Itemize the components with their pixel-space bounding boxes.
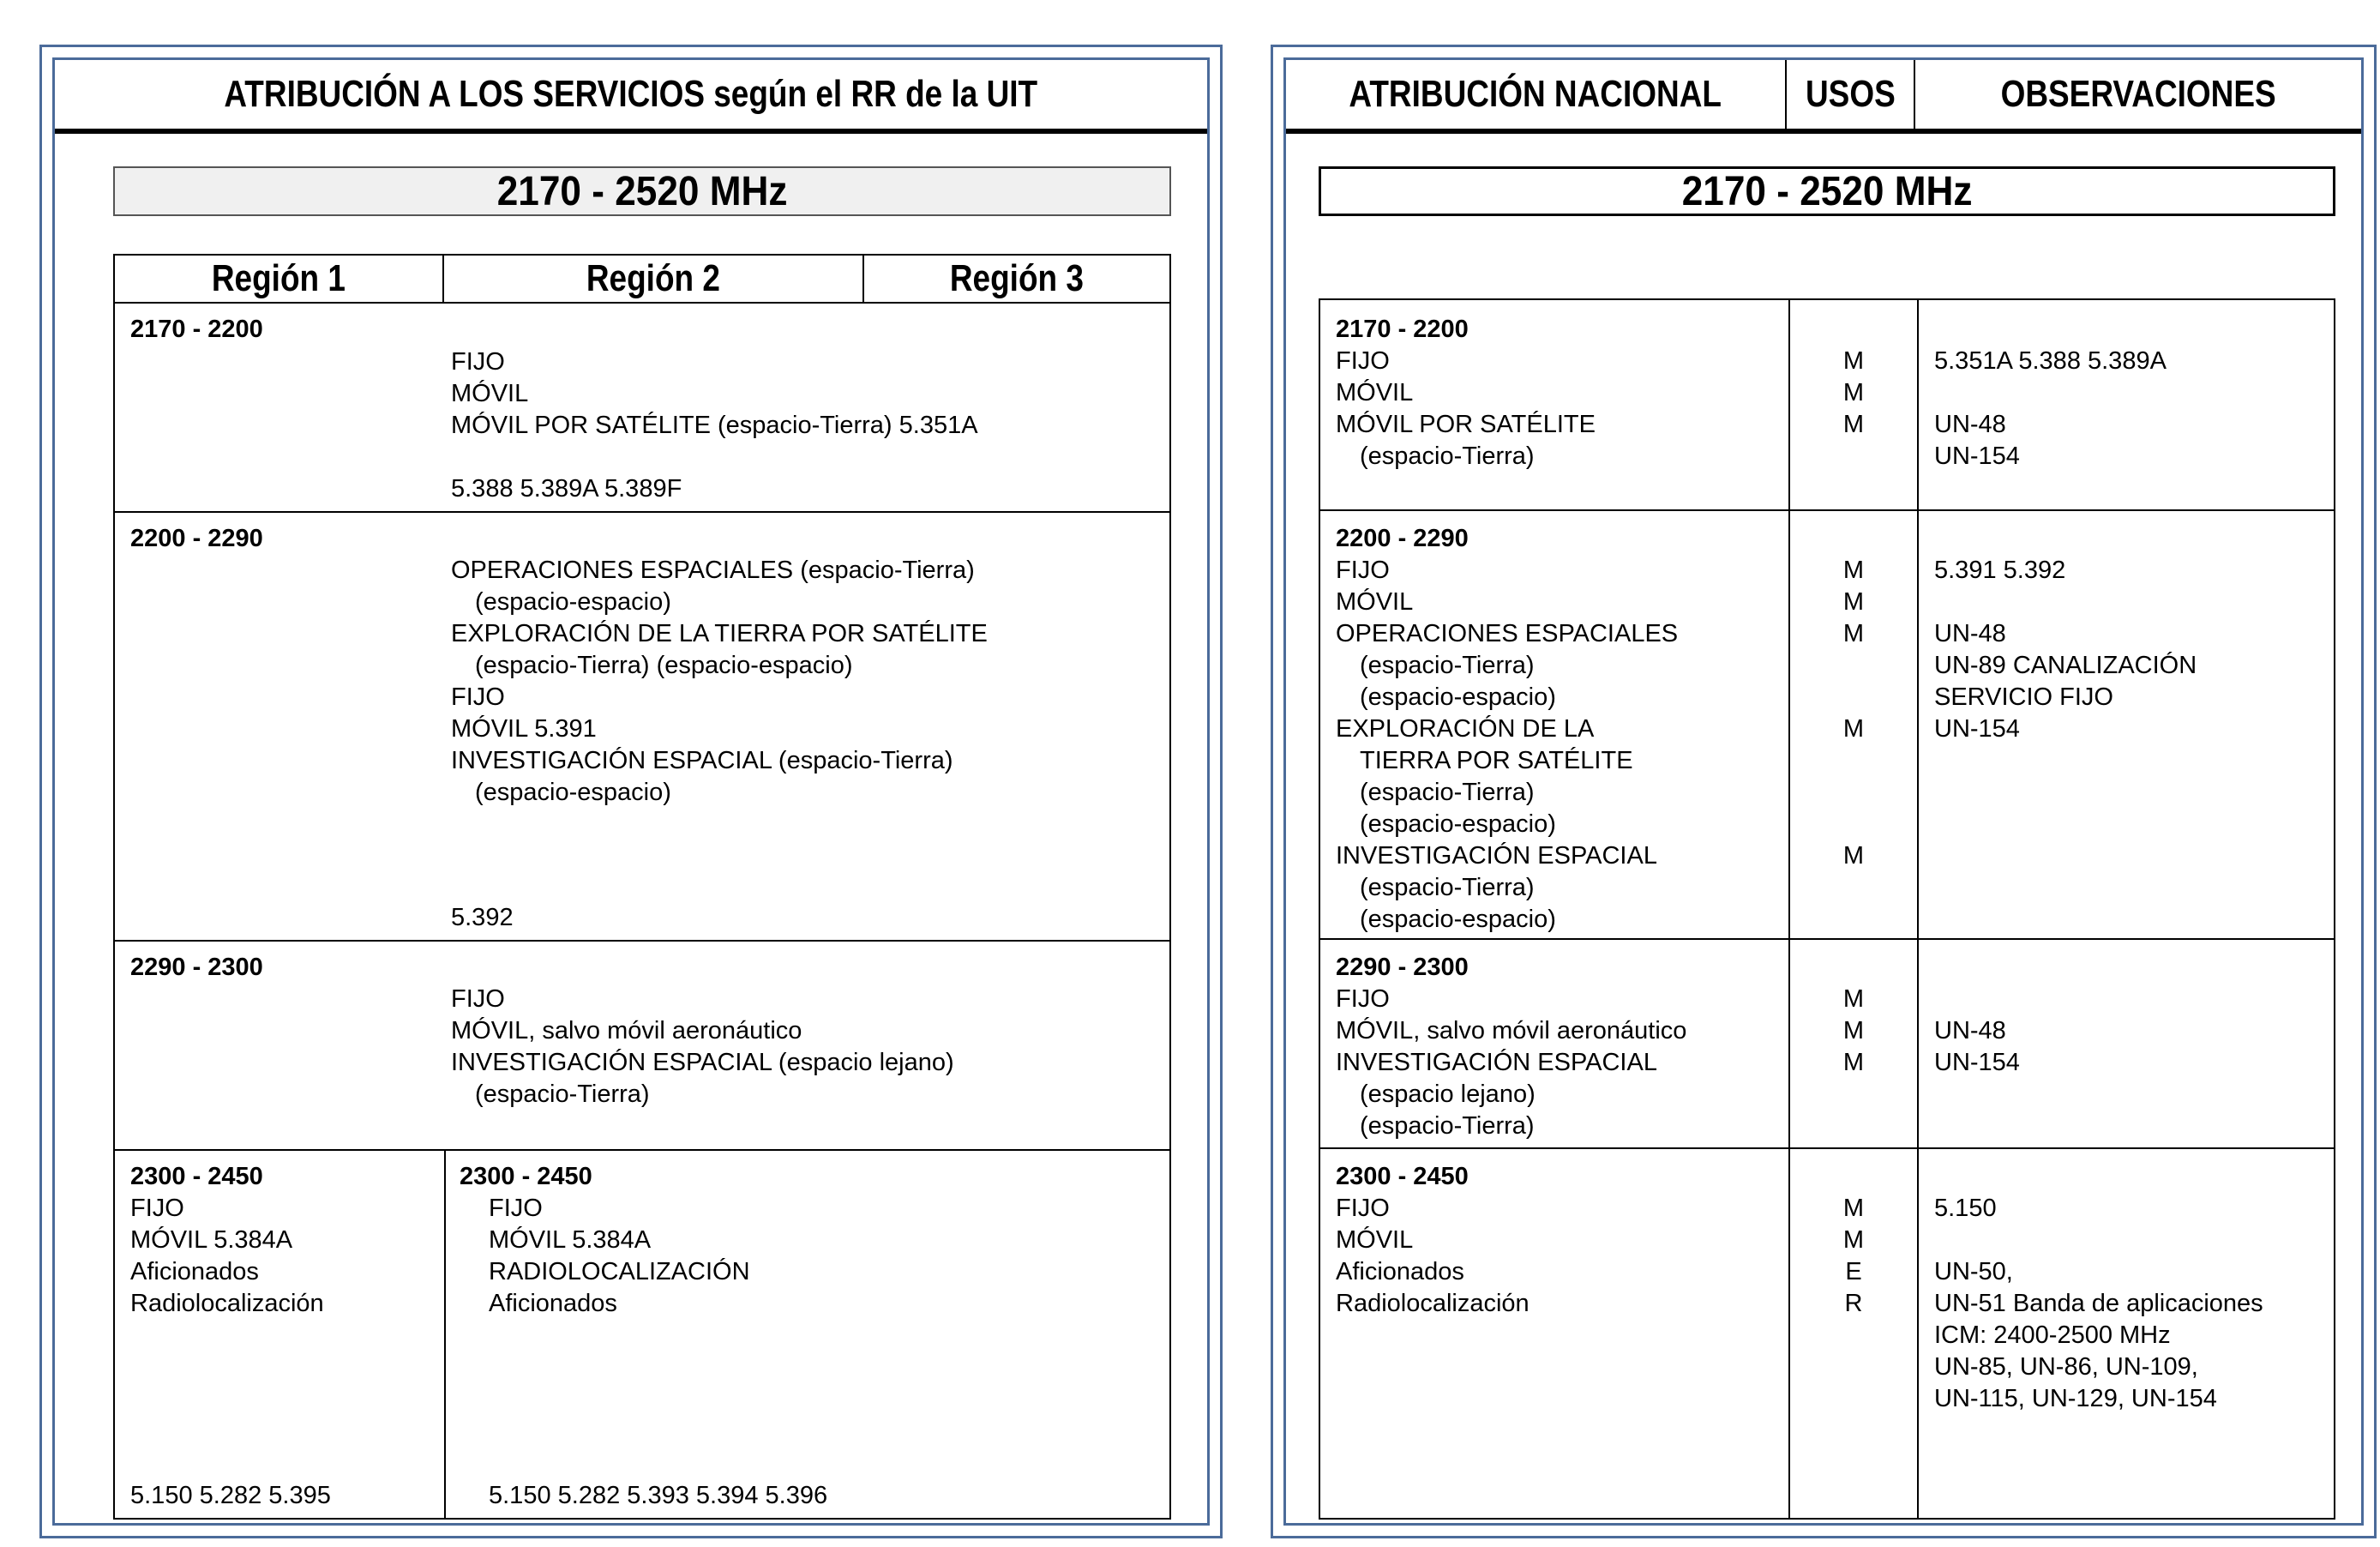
band-range: 2290 - 2300: [130, 954, 263, 981]
region-3-header: Región 3: [949, 257, 1085, 299]
allocation-line: FIJO: [451, 348, 505, 376]
observation-line: UN-115, UN-129, UN-154: [1934, 1385, 2217, 1412]
allocation-line: EXPLORACIÓN DE LA TIERRA POR SATÉLITE: [451, 620, 988, 647]
usage-code: M: [1842, 379, 1865, 406]
observation-line: 5.391 5.392: [1934, 557, 2066, 584]
national-panel-inner-frame: [1283, 57, 2364, 1526]
usage-code: M: [1842, 411, 1865, 438]
service-line: OPERACIONES ESPACIALES: [1336, 620, 1679, 647]
usage-code: M: [1842, 1195, 1865, 1222]
band-range: 2300 - 2450: [1336, 1163, 1469, 1190]
row-divider: [1320, 509, 2334, 511]
observation-line: UN-50,: [1934, 1258, 2013, 1285]
service-line: INVESTIGACIÓN ESPACIAL: [1336, 1049, 1657, 1076]
observation-line: SERVICIO FIJO: [1934, 683, 2113, 711]
row-divider: [115, 1149, 1169, 1151]
allocation-line: OPERACIONES ESPACIALES (espacio-Tierra): [451, 557, 975, 584]
column-divider: [1788, 300, 1790, 1518]
band-title: 2170 - 2520 MHz: [1681, 168, 1973, 214]
band-range: 2300 - 2450: [130, 1163, 263, 1190]
allocation-line: FIJO: [489, 1195, 543, 1222]
allocation-line: Aficionados: [130, 1258, 259, 1285]
band-range: 2170 - 2200: [1336, 316, 1469, 343]
service-line: (espacio-Tierra): [1360, 442, 1535, 470]
observation-line: UN-154: [1934, 715, 2020, 743]
service-line: Aficionados: [1336, 1258, 1464, 1285]
band-range: 2200 - 2290: [1336, 525, 1469, 552]
itu-header-cell: [55, 60, 1207, 129]
band-range: 2170 - 2200: [130, 316, 263, 343]
allocation-line: MÓVIL 5.384A: [130, 1226, 293, 1254]
band-title: 2170 - 2520 MHz: [496, 168, 788, 214]
usage-code: M: [1842, 1226, 1865, 1254]
service-line: (espacio-Tierra): [1360, 1112, 1535, 1140]
service-line: (espacio-espacio): [1360, 906, 1556, 933]
usage-code: M: [1842, 588, 1865, 616]
observation-line: UN-48: [1934, 411, 2006, 438]
band-range: 2300 - 2450: [460, 1163, 592, 1190]
row-divider: [115, 511, 1169, 513]
observation-line: 5.150: [1934, 1195, 1997, 1222]
service-line: Radiolocalización: [1336, 1290, 1530, 1317]
allocation-line: (espacio-espacio): [475, 588, 671, 616]
header-observaciones: OBSERVACIONES: [2000, 73, 2276, 115]
footnotes: 5.150 5.282 5.393 5.394 5.396: [489, 1482, 828, 1509]
service-line: FIJO: [1336, 1195, 1390, 1222]
observation-line: UN-89 CANALIZACIÓN: [1934, 652, 2197, 679]
band-title-box: [113, 166, 1171, 216]
itu-allocation-table: [113, 254, 1171, 1520]
usage-code: M: [1842, 620, 1865, 647]
allocation-line: MÓVIL: [451, 380, 529, 407]
national-panel-header: [1286, 60, 2361, 134]
observation-line: UN-154: [1934, 442, 2020, 470]
service-line: TIERRA POR SATÉLITE: [1360, 747, 1633, 774]
observation-line: UN-48: [1934, 1017, 2006, 1044]
column-divider: [1917, 300, 1919, 1518]
service-line: INVESTIGACIÓN ESPACIAL: [1336, 842, 1657, 870]
national-allocation-panel: [1271, 45, 2377, 1538]
service-line: EXPLORACIÓN DE LA: [1336, 715, 1595, 743]
allocation-line: (espacio-Tierra) (espacio-espacio): [475, 652, 853, 679]
footnotes: 5.388 5.389A 5.389F: [451, 475, 682, 503]
allocation-line: MÓVIL 5.391: [451, 715, 597, 743]
usage-code: M: [1842, 1049, 1865, 1076]
observation-line: 5.351A 5.388 5.389A: [1934, 347, 2167, 375]
allocation-line: FIJO: [130, 1195, 184, 1222]
national-allocation-table: [1319, 298, 2335, 1520]
service-line: (espacio-Tierra): [1360, 779, 1535, 806]
service-line: (espacio-Tierra): [1360, 874, 1535, 901]
usage-code: M: [1842, 1017, 1865, 1044]
header-usos: USOS: [1787, 60, 1915, 129]
usage-code: M: [1842, 985, 1865, 1013]
band-range: 2290 - 2300: [1336, 954, 1469, 981]
observation-line: UN-51 Banda de aplicaciones: [1934, 1290, 2263, 1317]
allocation-line: Aficionados: [489, 1290, 617, 1317]
allocation-line: MÓVIL POR SATÉLITE (espacio-Tierra) 5.351A: [451, 412, 978, 439]
service-line: (espacio-espacio): [1360, 683, 1556, 711]
service-line: MÓVIL: [1336, 588, 1414, 616]
row-divider: [1320, 1147, 2334, 1149]
allocation-line: FIJO: [451, 683, 505, 711]
observation-line: UN-48: [1934, 620, 2006, 647]
observation-line: UN-154: [1934, 1049, 2020, 1076]
region-header-row: [115, 256, 1169, 304]
allocation-line: RADIOLOCALIZACIÓN: [489, 1258, 750, 1285]
allocation-line: MÓVIL 5.384A: [489, 1226, 652, 1254]
service-line: (espacio-Tierra): [1360, 652, 1535, 679]
observation-line: ICM: 2400-2500 MHz: [1934, 1321, 2171, 1349]
usage-code: M: [1842, 715, 1865, 743]
column-divider: [444, 1149, 446, 1518]
usage-code: M: [1842, 347, 1865, 375]
footnotes: 5.392: [451, 904, 514, 931]
service-line: MÓVIL: [1336, 1226, 1414, 1254]
allocation-line: (espacio-espacio): [475, 779, 671, 806]
service-line: (espacio lejano): [1360, 1080, 1536, 1108]
observation-line: UN-85, UN-86, UN-109,: [1934, 1353, 2198, 1381]
allocation-line: Radiolocalización: [130, 1290, 324, 1317]
allocation-line: FIJO: [451, 985, 505, 1013]
row-divider: [115, 940, 1169, 942]
itu-panel-header: [55, 60, 1207, 134]
header-national-allocation: ATRIBUCIÓN NACIONAL: [1286, 60, 1787, 129]
allocation-line: INVESTIGACIÓN ESPACIAL (espacio lejano): [451, 1049, 954, 1076]
usage-code: M: [1842, 842, 1865, 870]
row-divider: [1320, 938, 2334, 940]
itu-header-title: ATRIBUCIÓN A LOS SERVICIOS según el RR de la UIT: [224, 73, 1038, 115]
usage-code: R: [1844, 1290, 1863, 1317]
band-range: 2200 - 2290: [130, 525, 263, 552]
service-line: FIJO: [1336, 347, 1390, 375]
footnotes: 5.150 5.282 5.395: [130, 1482, 331, 1509]
service-line: MÓVIL: [1336, 379, 1414, 406]
service-line: (espacio-espacio): [1360, 810, 1556, 838]
allocation-line: INVESTIGACIÓN ESPACIAL (espacio-Tierra): [451, 747, 953, 774]
region-1-header: Región 1: [115, 256, 444, 302]
allocation-line: MÓVIL, salvo móvil aeronáutico: [451, 1017, 802, 1044]
region-2-header: Región 2: [444, 256, 864, 302]
service-line: FIJO: [1336, 557, 1390, 584]
usage-code: E: [1845, 1258, 1862, 1285]
allocation-line: (espacio-Tierra): [475, 1080, 650, 1108]
itu-allocation-panel: [39, 45, 1223, 1538]
itu-panel-inner-frame: [52, 57, 1210, 1526]
service-line: MÓVIL, salvo móvil aeronáutico: [1336, 1017, 1687, 1044]
service-line: FIJO: [1336, 985, 1390, 1013]
service-line: MÓVIL POR SATÉLITE: [1336, 411, 1596, 438]
usage-code: M: [1842, 557, 1865, 584]
band-title-box: [1319, 166, 2335, 216]
